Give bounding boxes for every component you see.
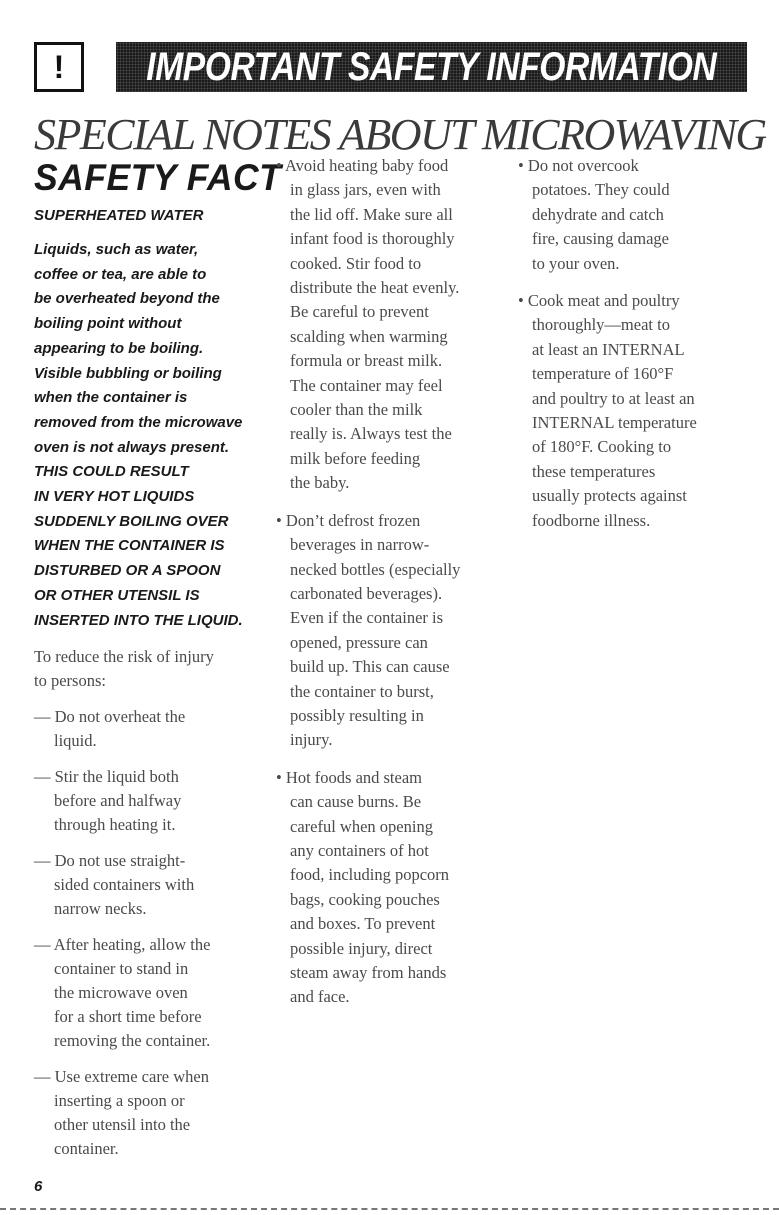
- exclamation-glyph: !: [53, 49, 65, 85]
- superheated-water-warning: Liquids, such as water, coffee or tea, are able to be overheated beyond the boiling point without appearing to be boiling. Visible bubbling or boiling when the container is removed from the microwave oven is not always present. THIS COULD RESULT IN VERY HOT LIQUIDS SUDDENLY BOILING OVER WHEN THE CONTAINER IS DISTURBED OR A SPOON OR OTHER UTENSIL IS INSERTED INTO THE LIQUID.: [34, 241, 243, 629]
- safety-fact-title: SAFETY FACT: [34, 157, 282, 198]
- tip-item: — Stir the liquid both before and halfway through heating it.: [34, 767, 182, 835]
- tip-item: — Use extreme care when inserting a spoon or other utensil into the container.: [34, 1067, 209, 1159]
- bullet-item-meat-poultry: • Cook meat and poultry thoroughly—meat to at least an INTERNAL temperature of 160°F and poultry to at least an INTERNAL temperature of 180°F. Cooking to these temperatures usually protects against foodborne illness.: [518, 291, 697, 530]
- tip-item: — Do not overheat the liquid.: [34, 707, 186, 751]
- middle-column: [276, 154, 486, 1023]
- bottom-divider: [0, 1208, 779, 1210]
- risk-intro: To reduce the risk of injury to persons:: [34, 647, 214, 691]
- bullet-item-hot-foods: • Hot foods and steam can cause burns. Be careful when opening any containers of hot food, including popcorn bags, cooking pouches and boxes. To prevent possible injury, direct steam away from hands and face.: [276, 767, 450, 1007]
- section-title: SPECIAL NOTES ABOUT MICROWAVING: [34, 110, 766, 159]
- safety-fact-column: [34, 155, 282, 1173]
- page-number: 6: [34, 1178, 43, 1195]
- safety-banner: [116, 42, 747, 92]
- bullet-item-baby-food: • Avoid heating baby food in glass jars, even with the lid off. Make sure all infant food is thoroughly cooked. Stir food to distribute the heat evenly. Be careful to prevent scalding when warming formula or breast milk. The container may feel cooler than the milk really is. Always test the milk before feeding the baby.: [276, 156, 460, 493]
- bullet-item-potatoes: • Do not overcook potatoes. They could dehydrate and catch fire, causing damage to your oven.: [518, 156, 670, 273]
- tip-item: — After heating, allow the container to stand in the microwave oven for a short time before removing the container.: [34, 935, 211, 1051]
- exclamation-icon: [34, 42, 84, 92]
- tip-item: — Do not use straight- sided containers with narrow necks.: [34, 851, 195, 919]
- bullet-item-frozen-beverages: • Don’t defrost frozen beverages in narrow- necked bottles (especially carbonated beverages). Even if the container is opened, pressure can build up. This can cause the container to burst, possibly resulting in injury.: [276, 510, 461, 750]
- right-column: [518, 154, 758, 546]
- superheated-water-subhead: SUPERHEATED WATER: [34, 207, 204, 224]
- banner-title: IMPORTANT SAFETY INFORMATION: [146, 44, 717, 89]
